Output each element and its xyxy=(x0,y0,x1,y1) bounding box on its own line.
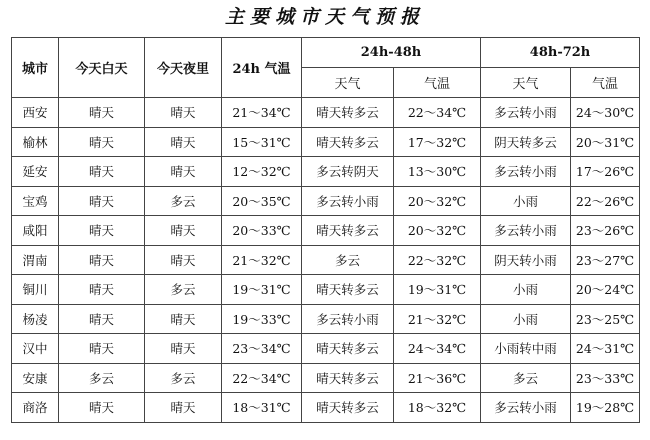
cell-temp-48h: 22～32℃ xyxy=(394,245,481,275)
cell-today-night: 晴天 xyxy=(145,216,222,246)
cell-today-night: 晴天 xyxy=(145,157,222,187)
cell-weather-48h: 晴天转多云 xyxy=(302,275,394,305)
cell-city: 杨凌 xyxy=(12,304,59,334)
cell-today-day: 晴天 xyxy=(59,334,145,364)
cell-weather-72h: 多云转小雨 xyxy=(481,157,571,187)
cell-temp-72h: 23～27℃ xyxy=(571,245,640,275)
cell-weather-48h: 晴天转多云 xyxy=(302,334,394,364)
cell-today-night: 多云 xyxy=(145,363,222,393)
cell-temp-24h: 15～31℃ xyxy=(222,127,302,157)
cell-temp-72h: 24～31℃ xyxy=(571,334,640,364)
cell-city: 西安 xyxy=(12,98,59,128)
table-row xyxy=(12,127,640,157)
cell-city: 咸阳 xyxy=(12,216,59,246)
cell-temp-24h: 19～31℃ xyxy=(222,275,302,305)
cell-today-day: 晴天 xyxy=(59,393,145,423)
cell-temp-72h: 20～31℃ xyxy=(571,127,640,157)
cell-temp-24h: 21～32℃ xyxy=(222,245,302,275)
cell-city: 宝鸡 xyxy=(12,186,59,216)
cell-today-day: 晴天 xyxy=(59,216,145,246)
cell-city: 铜川 xyxy=(12,275,59,305)
cell-weather-48h: 晴天转多云 xyxy=(302,127,394,157)
cell-weather-72h: 小雨转中雨 xyxy=(481,334,571,364)
cell-today-night: 晴天 xyxy=(145,245,222,275)
cell-today-night: 晴天 xyxy=(145,127,222,157)
table-row xyxy=(12,275,640,305)
cell-temp-48h: 20～32℃ xyxy=(394,186,481,216)
cell-weather-48h: 晴天转多云 xyxy=(302,363,394,393)
cell-today-day: 晴天 xyxy=(59,304,145,334)
cell-weather-72h: 多云转小雨 xyxy=(481,216,571,246)
cell-weather-72h: 阴天转小雨 xyxy=(481,245,571,275)
cell-weather-48h: 晴天转多云 xyxy=(302,216,394,246)
cell-weather-72h: 小雨 xyxy=(481,304,571,334)
cell-city: 汉中 xyxy=(12,334,59,364)
table-row xyxy=(12,186,640,216)
cell-temp-72h: 23～26℃ xyxy=(571,216,640,246)
cell-temp-48h: 19～31℃ xyxy=(394,275,481,305)
forecast-table xyxy=(11,37,640,423)
cell-temp-72h: 24～30℃ xyxy=(571,98,640,128)
cell-city: 渭南 xyxy=(12,245,59,275)
cell-weather-72h: 多云 xyxy=(481,363,571,393)
cell-temp-24h: 18～31℃ xyxy=(222,393,302,423)
cell-today-day: 多云 xyxy=(59,363,145,393)
table-row xyxy=(12,245,640,275)
cell-weather-48h: 多云转阴天 xyxy=(302,157,394,187)
header-group-24-48: 24h-48h xyxy=(302,38,481,68)
cell-temp-24h: 20～33℃ xyxy=(222,216,302,246)
cell-weather-72h: 阴天转多云 xyxy=(481,127,571,157)
header-today-night: 今天夜里 xyxy=(145,38,222,98)
cell-weather-48h: 晴天转多云 xyxy=(302,98,394,128)
cell-temp-48h: 24～34℃ xyxy=(394,334,481,364)
cell-today-night: 晴天 xyxy=(145,98,222,128)
cell-today-night: 晴天 xyxy=(145,304,222,334)
header-temp-72: 气温 xyxy=(571,68,640,98)
cell-weather-48h: 多云 xyxy=(302,245,394,275)
cell-temp-48h: 18～32℃ xyxy=(394,393,481,423)
cell-temp-72h: 23～25℃ xyxy=(571,304,640,334)
cell-temp-24h: 20～35℃ xyxy=(222,186,302,216)
header-row-1 xyxy=(12,38,640,68)
cell-today-day: 晴天 xyxy=(59,186,145,216)
cell-temp-24h: 19～33℃ xyxy=(222,304,302,334)
table-row xyxy=(12,393,640,423)
table-row xyxy=(12,98,640,128)
cell-today-day: 晴天 xyxy=(59,98,145,128)
cell-weather-48h: 多云转小雨 xyxy=(302,304,394,334)
table-row xyxy=(12,216,640,246)
cell-today-day: 晴天 xyxy=(59,245,145,275)
header-today-day: 今天白天 xyxy=(59,38,145,98)
table-row xyxy=(12,363,640,393)
table-body xyxy=(12,98,640,423)
cell-weather-48h: 晴天转多云 xyxy=(302,393,394,423)
header-temp-48: 气温 xyxy=(394,68,481,98)
cell-temp-48h: 20～32℃ xyxy=(394,216,481,246)
cell-today-night: 多云 xyxy=(145,186,222,216)
cell-today-night: 晴天 xyxy=(145,334,222,364)
cell-today-day: 晴天 xyxy=(59,275,145,305)
cell-today-day: 晴天 xyxy=(59,157,145,187)
cell-temp-72h: 22～26℃ xyxy=(571,186,640,216)
cell-city: 延安 xyxy=(12,157,59,187)
cell-temp-48h: 21～36℃ xyxy=(394,363,481,393)
header-weather-72: 天气 xyxy=(481,68,571,98)
cell-today-day: 晴天 xyxy=(59,127,145,157)
cell-temp-48h: 22～34℃ xyxy=(394,98,481,128)
header-group-48-72: 48h-72h xyxy=(481,38,640,68)
page-title: 主要城市天气预报 xyxy=(224,6,425,28)
cell-today-night: 晴天 xyxy=(145,393,222,423)
header-weather-48: 天气 xyxy=(302,68,394,98)
cell-temp-48h: 13～30℃ xyxy=(394,157,481,187)
cell-temp-72h: 17～26℃ xyxy=(571,157,640,187)
cell-temp-72h: 19～28℃ xyxy=(571,393,640,423)
header-city: 城市 xyxy=(12,38,59,98)
cell-today-night: 多云 xyxy=(145,275,222,305)
cell-weather-72h: 小雨 xyxy=(481,186,571,216)
cell-temp-72h: 23～33℃ xyxy=(571,363,640,393)
cell-city: 榆林 xyxy=(12,127,59,157)
header-temp-24h: 24h 气温 xyxy=(222,38,302,98)
table-row xyxy=(12,334,640,364)
cell-city: 商洛 xyxy=(12,393,59,423)
cell-temp-48h: 17～32℃ xyxy=(394,127,481,157)
cell-temp-24h: 21～34℃ xyxy=(222,98,302,128)
cell-temp-24h: 12～32℃ xyxy=(222,157,302,187)
cell-city: 安康 xyxy=(12,363,59,393)
cell-temp-72h: 20～24℃ xyxy=(571,275,640,305)
table-row xyxy=(12,157,640,187)
cell-weather-72h: 多云转小雨 xyxy=(481,98,571,128)
cell-weather-72h: 多云转小雨 xyxy=(481,393,571,423)
cell-weather-72h: 小雨 xyxy=(481,275,571,305)
table-row xyxy=(12,304,640,334)
cell-temp-48h: 21～32℃ xyxy=(394,304,481,334)
cell-weather-48h: 多云转小雨 xyxy=(302,186,394,216)
cell-temp-24h: 22～34℃ xyxy=(222,363,302,393)
cell-temp-24h: 23～34℃ xyxy=(222,334,302,364)
